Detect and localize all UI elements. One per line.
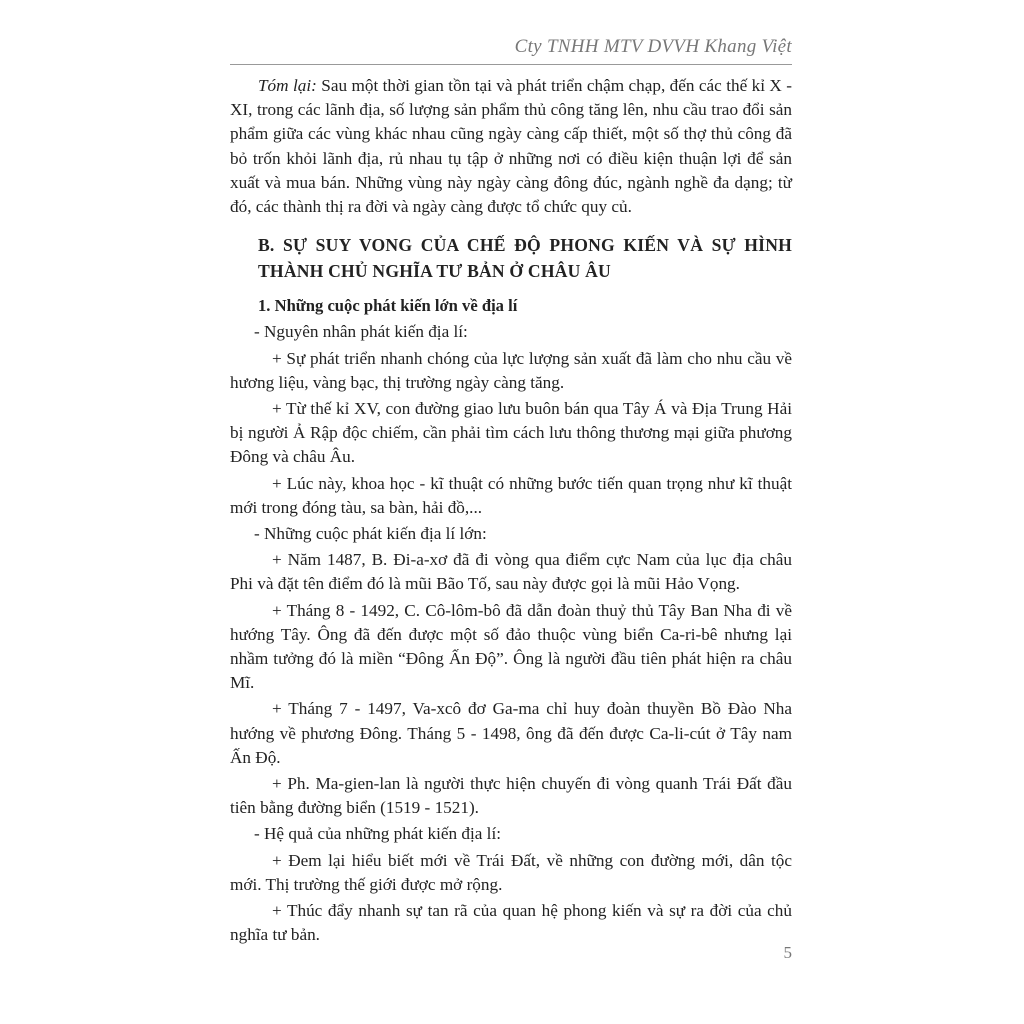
summary-paragraph xyxy=(230,74,792,219)
discoveries-item: + Tháng 8 - 1492, C. Cô-lôm-bô đã dẫn đoàn thuỷ thủ Tây Ban Nha đi về hướng Tây. Ông đã đến được một số đảo thuộc vùng biển Ca-ri-bê nhưng lại nhầm tưởng đó là miền “Đông Ấn Độ”. Ông là người đầu tiên phát hiện ra châu Mĩ. xyxy=(230,600,792,693)
section-b-heading: B. SỰ SUY VONG CỦA CHẾ ĐỘ PHONG KIẾN VÀ SỰ HÌNH THÀNH CHỦ NGHĨA TƯ BẢN Ở CHÂU ÂU xyxy=(258,235,792,282)
consequences-item: + Đem lại hiểu biết mới về Trái Đất, về những con đường mới, dân tộc mới. Thị trường thế giới được mở rộng. xyxy=(230,850,792,894)
consequences-item: + Thúc đẩy nhanh sự tan rã của quan hệ phong kiến và sự ra đời của chủ nghĩa tư bản. xyxy=(230,901,792,945)
discoveries-item: + Ph. Ma-gien-lan là người thực hiện chuyến đi vòng quanh Trái Đất đầu tiên bằng đường biển (1519 - 1521). xyxy=(230,774,792,818)
page-body xyxy=(230,74,792,948)
running-header: Cty TNHH MTV DVVH Khang Việt xyxy=(514,36,792,57)
consequences-title: - Hệ quả của những phát kiến địa lí: xyxy=(254,824,502,844)
causes-item: + Lúc này, khoa học - kĩ thuật có những bước tiến quan trọng như kĩ thuật mới trong đóng tàu, sa bàn, hải đồ,... xyxy=(230,473,792,517)
discoveries-item: + Tháng 7 - 1497, Va-xcô đơ Ga-ma chỉ huy đoàn thuyền Bồ Đào Nha hướng về phương Đông. Tháng 5 - 1498, ông đã đến được Ca-li-cút ở Tây nam Ấn Độ. xyxy=(230,699,792,767)
discoveries-title: - Những cuộc phát kiến địa lí lớn: xyxy=(254,524,487,544)
header-rule xyxy=(230,64,792,65)
part-1-heading: 1. Những cuộc phát kiến lớn về địa lí xyxy=(258,296,518,316)
causes-item: + Sự phát triển nhanh chóng của lực lượng sản xuất đã làm cho nhu cầu về hương liệu, vàng bạc, thị trường ngày càng tăng. xyxy=(230,348,792,392)
causes-title: - Nguyên nhân phát kiến địa lí: xyxy=(254,322,468,342)
summary-lead: Tóm lại: xyxy=(258,76,317,95)
causes-item: + Từ thế kỉ XV, con đường giao lưu buôn bán qua Tây Á và Địa Trung Hải bị người Ả Rập độc chiếm, cần phải tìm cách lưu thông thương mại giữa phương Đông và châu Âu. xyxy=(230,399,792,467)
discoveries-item: + Năm 1487, B. Đi-a-xơ đã đi vòng qua điểm cực Nam của lục địa châu Phi và đặt tên điểm đó là mũi Bão Tố, sau này được gọi là mũi Hảo Vọng. xyxy=(230,550,792,594)
page-number: 5 xyxy=(783,943,792,962)
summary-text: Sau một thời gian tồn tại và phát triển chậm chạp, đến các thế kỉ X - XI, trong các lãnh địa, số lượng sản phẩm thủ công tăng lên, nhu cầu trao đổi sản phẩm giữa các vùng khác nhau cũng ngày càng cấp thiết, một số thợ thủ công đã bỏ trốn khỏi lãnh địa, rủ nhau tụ tập ở những nơi có điều kiện thuận lợi để sản xuất và mua bán. Những vùng này ngày càng đông đúc, ngành nghề đa dạng; từ đó, các thành thị ra đời và ngày càng được tổ chức quy củ. xyxy=(230,76,792,217)
